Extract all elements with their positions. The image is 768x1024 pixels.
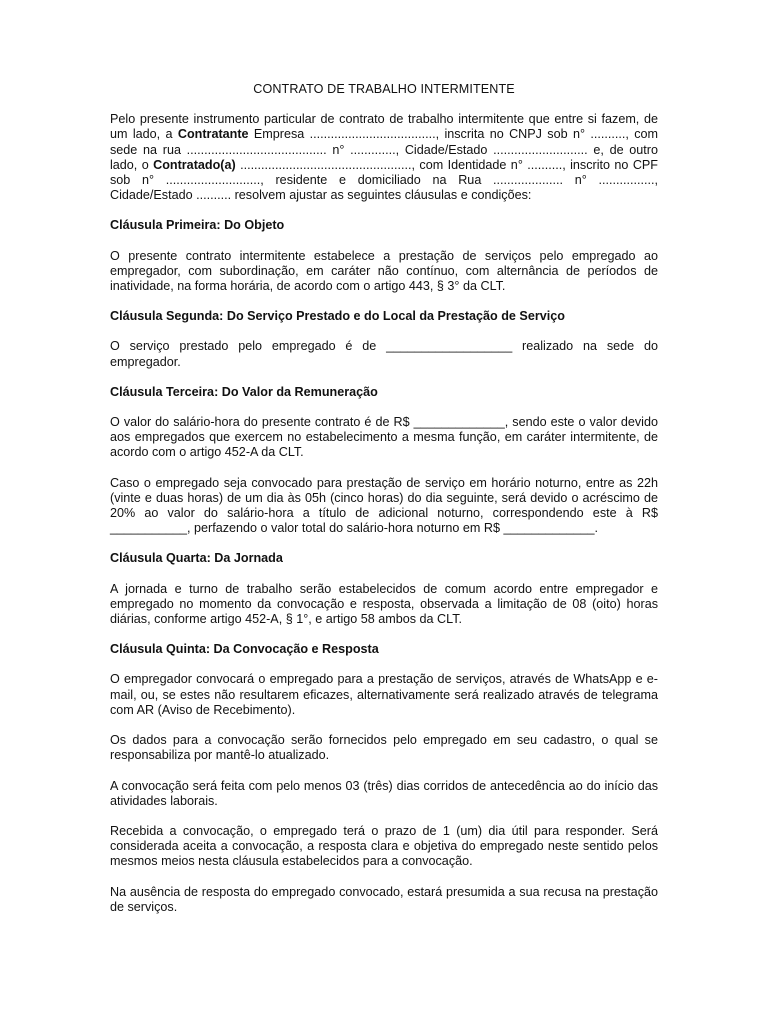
clause-paragraph: A jornada e turno de trabalho serão estabelecidos de comum acordo entre empregador e empregado no momento da convocação e resposta, observada a limitação de 08 (oito) horas diárias, conforme artigo 452-A, § 1°, e artigo 58 ambos da CLT. — [110, 581, 658, 627]
clause-heading: Cláusula Terceira: Do Valor da Remuneração — [110, 384, 378, 399]
clause-paragraph: O valor do salário-hora do presente contrato é de R$ _____________, sendo este o valor devido aos empregados que exercem no estabelecimento a mesma função, em caráter intermitente, de acordo com o artigo 452-A da CLT. — [110, 415, 658, 460]
clause-paragraph: O serviço prestado pelo empregado é de __________________ realizado na sede do empregador. — [110, 339, 658, 369]
contratado-label: Contratado(a) — [153, 157, 236, 172]
clause-heading: Cláusula Primeira: Do Objeto — [110, 218, 285, 233]
clause-paragraph: Na ausência de resposta do empregado convocado, estará presumida a sua recusa na prestação de serviços. — [110, 884, 658, 914]
intro-text-1: Pelo presente instrumento particular de contrato de trabalho intermitente que entre si fazem, de um lado, a — [110, 112, 658, 142]
intro-paragraph — [110, 112, 658, 203]
contratante-label: Contratante — [177, 127, 249, 142]
clause-paragraph: O empregador convocará o empregado para a prestação de serviços, através de WhatsApp e e-mail, ou, se estes não resultarem eficazes, alternativamente será realizado através de telegrama com AR (Aviso de Recebimento). — [110, 672, 658, 717]
clause-paragraph: A convocação será feita com pelo menos 03 (três) dias corridos de antecedência ao do início das atividades laborais. — [110, 778, 658, 808]
clause-paragraph: O presente contrato intermitente estabelece a prestação de serviços pelo empregado ao empregador, com subordinação, em caráter não contínuo, com alternância de períodos de inatividade, na forma horária, de acordo com o artigo 443, § 3° da CLT. — [110, 248, 658, 294]
clause-heading: Cláusula Quarta: Da Jornada — [110, 551, 283, 566]
clause-paragraph: Recebida a convocação, o empregado terá o prazo de 1 (um) dia útil para responder. Será considerada aceita a convocação, a resposta clara e objetiva do empregado neste sentido pelos mesmos meios nesta cláusula estabelecidos para a convocação. — [110, 823, 658, 869]
clause-paragraph: Caso o empregado seja convocado para prestação de serviço em horário noturno, entre as 22h (vinte e duas horas) de um dia às 05h (cinco horas) do dia seguinte, será devido o acréscimo de 20% ao valor do salário-hora a título de adicional noturno, correspondendo este à R$ ___________, perfazendo o valor total do salário-hora noturno em R$ _____________. — [110, 475, 658, 536]
intro-text-2: Empresa ...................................., inscrita no CNPJ sob n° .........., com sede na rua ........................................ n° ............., Cidade/Estado ........................... e, de outro lado, o — [110, 127, 658, 172]
clause-heading: Cláusula Segunda: Do Serviço Prestado e do Local da Prestação de Serviço — [110, 309, 565, 324]
clause-paragraph: Os dados para a convocação serão fornecidos pelo empregado em seu cadastro, o qual se responsabiliza por mantê-lo atualizado. — [110, 733, 658, 763]
document-title: CONTRATO DE TRABALHO INTERMITENTE — [253, 82, 515, 96]
clause-heading: Cláusula Quinta: Da Convocação e Resposta — [110, 642, 379, 657]
document-page — [110, 82, 658, 930]
intro-text-3: ................................................., com Identidade n° .........., inscrito no CPF sob n° ..........................., residente e domiciliado na Rua .................... n° ................, Cidade/Estado .......... resolvem ajustar as seguintes cláusulas e condições: — [110, 157, 659, 203]
